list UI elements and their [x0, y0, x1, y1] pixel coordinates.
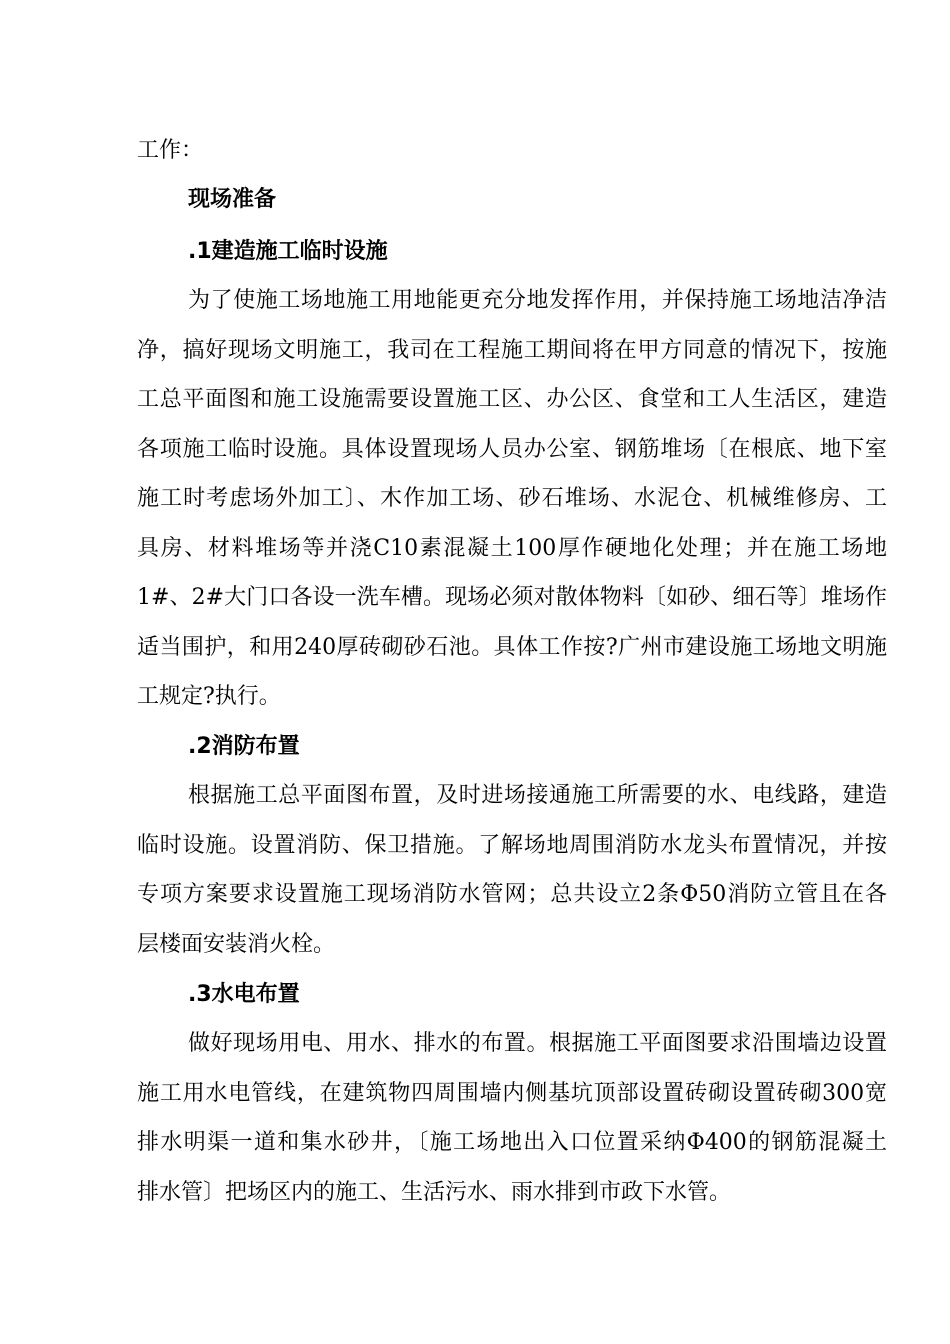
paragraph-line: 施工用水电管线，在建筑物四周围墙内侧基坑顶部设置砖砌设置砖砌300宽	[137, 1081, 887, 1106]
subsection-heading-2: .2消防布置	[188, 734, 300, 759]
subsection-heading-3: .3水电布置	[188, 982, 300, 1007]
paragraph-line: 适当围护，和用240厚砖砌砂石池。具体工作按?广州市建设施工场地文明施	[137, 635, 887, 660]
paragraph-line: 排水明渠一道和集水砂井，〔施工场地出入口位置采纳Φ400的钢筋混凝土	[137, 1130, 887, 1155]
paragraph-line: 临时设施。设置消防、保卫措施。了解场地周围消防水龙头布置情况，并按	[137, 833, 887, 858]
paragraph-line: 1#、2#大门口各设一洗车槽。现场必须对散体物料〔如砂、细石等〕堆场作	[137, 585, 887, 610]
subsection-heading-1: .1建造施工临时设施	[188, 239, 388, 264]
paragraph-line: 净，搞好现场文明施工，我司在工程施工期间将在甲方同意的情况下，按施	[137, 338, 887, 363]
paragraph-line: 为了使施工场地施工用地能更充分地发挥作用，并保持施工场地洁净洁	[188, 288, 887, 313]
paragraph-line: 工规定?执行。	[137, 684, 281, 709]
paragraph-line: 具房、材料堆场等并浇C10素混凝土100厚作硬地化处理；并在施工场地	[137, 536, 887, 561]
paragraph-line: 工总平面图和施工设施需要设置施工区、办公区、食堂和工人生活区，建造	[137, 387, 887, 412]
section-title: 现场准备	[188, 187, 277, 212]
paragraph-line: 各项施工临时设施。具体设置现场人员办公室、钢筋堆场〔在根底、地下室	[137, 437, 887, 462]
intro-text: 工作：	[137, 138, 204, 163]
paragraph-line: 做好现场用电、用水、排水的布置。根据施工平面图要求沿围墙边设置	[188, 1031, 887, 1056]
paragraph-line: 根据施工总平面图布置，及时进场接通施工所需要的水、电线路，建造	[188, 783, 887, 808]
paragraph-line: 施工时考虑场外加工〕、木作加工场、砂石堆场、水泥仓、机械维修房、工	[137, 486, 887, 511]
paragraph-line: 排水管〕把场区内的施工、生活污水、雨水排到市政下水管。	[137, 1180, 732, 1205]
paragraph-line: 专项方案要求设置施工现场消防水管网；总共设立2条Φ50消防立管且在各	[137, 882, 887, 907]
paragraph-line: 层楼面安装消火栓。	[137, 932, 336, 957]
